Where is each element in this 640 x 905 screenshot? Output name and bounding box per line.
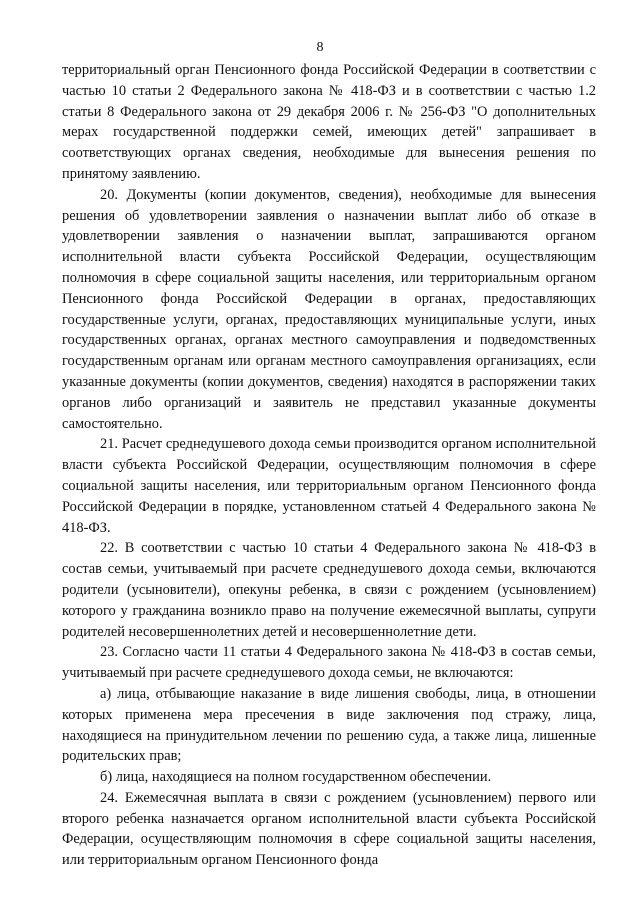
paragraph-24: 24. Ежемесячная выплата в связи с рождением (усыновлением) первого или второго ребенка назначается органом исполнительной власти субъекта Российской Федерации, осуществляющим полномочия в сфере социальной защиты населения, или территориальным органом Пенсионного фонда xyxy=(62,789,596,869)
list-item-b: б) лица, находящиеся на полном государственном обеспечении. xyxy=(100,769,492,786)
body-text xyxy=(62,60,596,871)
page-number: 8 xyxy=(316,40,324,55)
paragraph-20: 20. Документы (копии документов, сведения), необходимые для вынесения решения об удовлетворении заявления о назначении выплат либо об отказе в удовлетворении заявления о назначении выплат, запрашиваются органом исполнительной власти субъекта Российской Федерации, осуществляющим полномочия в сфере социальной защиты населения, или территориальным органом Пенсионного фонда Российской Федерации в органах, предоставляющих государственные услуги, органах, предоставляющих муниципальные услуги, иных государственных органах, органах местного самоуправления и подведомственных государственным органам или органам местного самоуправления организациях, если указанные документы (копии документов, сведения) находятся в распоряжении таких органов либо организаций и заявитель не представил указанные документы самостоятельно. xyxy=(62,186,596,432)
paragraph-23: 23. Согласно части 11 статьи 4 Федерального закона № 418-ФЗ в состав семьи, учитываемый при расчете среднедушевого дохода семьи, не включаются: xyxy=(62,644,596,682)
list-item-a: а) лица, отбывающие наказание в виде лишения свободы, лица, в отношении которых применена мера пресечения в виде заключения под стражу, лица, находящиеся на принудительном лечении по решению суда, а также лица, лишенные родительских прав; xyxy=(62,685,596,765)
paragraph-continuation: территориальный орган Пенсионного фонда Российской Федерации в соответствии с частью 10 статьи 2 Федерального закона № 418-ФЗ и в соответствии с частью 1.2 статьи 8 Федерального закона от 29 декабря 2006 г. № 256-ФЗ "О дополнительных мерах государственной поддержки семей, имеющих детей" запрашивает в соответствующих органах сведения, необходимые для вынесения решения по принятому заявлению. xyxy=(62,62,596,182)
paragraph-21: 21. Расчет среднедушевого дохода семьи производится органом исполнительной власти субъекта Российской Федерации, осуществляющим полномочия в сфере социальной защиты населения, или территориальным органом Пенсионного фонда Российской Федерации в порядке, установленном статьей 4 Федерального закона № 418-ФЗ. xyxy=(62,436,596,536)
paragraph-22: 22. В соответствии с частью 10 статьи 4 Федерального закона № 418-ФЗ в состав семьи, учитываемый при расчете среднедушевого дохода семьи, включаются родители (усыновители), опекуны ребенка, в связи с рождением (усыновлением) которого у гражданина возникло право на получение ежемесячной выплаты, супруги родителей несовершеннолетних детей и несовершеннолетние дети. xyxy=(62,540,596,640)
